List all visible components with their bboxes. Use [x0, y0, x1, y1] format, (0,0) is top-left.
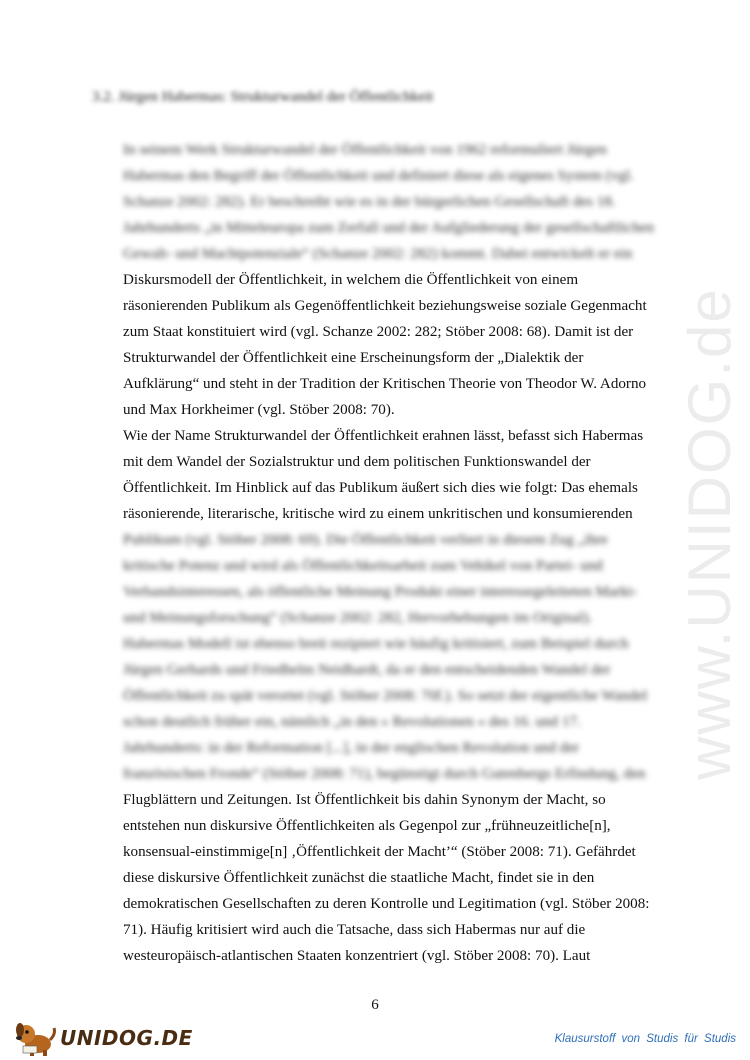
text-line: Aufklärung“ und steht in der Tradition der Kritischen Theorie von Theodor W. Adorno: [123, 376, 647, 392]
text-line: demokratischen Gesellschaften zu deren Kontrolle und Legitimation (vgl. Stöber 2008:: [123, 896, 650, 912]
text-line: diese diskursive Öffentlichkeit zunächst die staatliche Macht, findet sie in den: [123, 870, 595, 886]
text-line: schon deutlich früher ein, nämlich „in den » Revolutionen « des 16. und 17.: [123, 714, 581, 730]
watermark: [675, 260, 750, 780]
text-line: mit dem Wandel der Sozialstruktur und dem politischen Funktionswandel der: [123, 454, 591, 470]
text-line: Diskursmodell der Öffentlichkeit, in welchem die Öffentlichkeit von einem: [123, 272, 579, 288]
text-line: Jürgen Gerhards und Friedhelm Neidhardt, da er den entscheidenden Wandel der: [123, 662, 611, 678]
page-number: 6: [371, 997, 379, 1013]
text-line: Öffentlichkeit. Im Hinblick auf das Publikum äußert sich dies wie folgt: Das ehemals: [123, 480, 638, 496]
unidog-logo: [14, 1020, 193, 1056]
text-line: Wie der Name Strukturwandel der Öffentlichkeit erahnen lässt, befasst sich Habermas: [123, 428, 644, 444]
text-line: Gewalt- und Machtpotenziale“ (Schanze 2002: 282) kommt. Dabei entwickelt er ein: [123, 246, 633, 262]
text-line: und Meinungsforschung“ (Schanze 2002: 282, Hervorhebungen im Original).: [123, 610, 593, 626]
text-line: Jahrhunderts: in der Reformation [...], in der englischen Revolution und der: [123, 740, 580, 756]
text-line: Schanze 2002: 282). Er beschreibt wie es in der bürgerlichen Gesellschaft des 18.: [123, 194, 616, 210]
watermark-text: www.UNIDOG.de: [676, 287, 743, 780]
text-line: Flugblättern und Zeitungen. Ist Öffentlichkeit bis dahin Synonym der Macht, so: [123, 792, 606, 808]
footer-slogan: Klausurstoff von Studis für Studis: [554, 1033, 736, 1045]
text-line: westeuropäisch-atlantischen Staaten konzentriert (vgl. Stöber 2008: 70). Laut: [123, 948, 591, 964]
text-line: Habermas den Begriff der Öffentlichkeit und definiert diese als eigenes System (vgl.: [123, 168, 634, 184]
text-line: französischen Fronde“ (Stöber 2008: 71), begünstigt durch Gutenbergs Erfindung, den: [123, 766, 646, 782]
text-line: Jahrhunderts „in Mitteleuropa zum Zerfall und der Aufgliederung der gesellschaftlichen: [123, 220, 655, 236]
text-line: zum Staat konstituiert wird (vgl. Schanze 2002: 282; Stöber 2008: 68). Damit ist der: [123, 324, 634, 340]
text-line: räsonierende, literarische, kritische wird zu einem unkritischen und konsumierenden: [123, 506, 633, 522]
logo-wordmark: UNIDOG.DE: [60, 1026, 193, 1050]
dog-icon: [14, 1020, 56, 1056]
text-line: entstehen nun diskursive Öffentlichkeiten als Gegenpol zur „frühneuzeitliche[n],: [123, 818, 611, 834]
text-line: konsensual-einstimmige[n] ‚Öffentlichkeit der Macht’“ (Stöber 2008: 71). Gefährdet: [123, 844, 636, 860]
section-heading: 3.2. Jürgen Habermas: Strukturwandel der Öffentlichkeit: [92, 89, 434, 105]
text-line: Verbandsinteressen, als öffentliche Meinung Produkt einer interessegeleiteten Markt-: [123, 584, 638, 600]
text-line: Öffentlichkeit zu spät verortet (vgl. Stöber 2008: 70f.). So setzt der eigentliche Wandel: [123, 688, 648, 704]
body-text: [123, 137, 671, 969]
text-line: In seinem Werk Strukturwandel der Öffentlichkeit von 1962 reformuliert Jürgen: [123, 142, 607, 158]
text-line: Strukturwandel der Öffentlichkeit eine Erscheinungsform der „Dialektik der: [123, 350, 584, 366]
text-line: 71). Häufig kritisiert wird auch die Tatsache, dass sich Habermas nur auf die: [123, 922, 586, 938]
text-line: kritische Potenz und wird als Öffentlichkeitsarbeit zum Vehikel von Partei- und: [123, 558, 603, 574]
text-line: Publikum (vgl. Stöber 2008: 69). Die Öffentlichkeit verliert in diesem Zug „ihre: [123, 532, 608, 548]
text-line: Habermas Modell ist ebenso breit rezipiert wie häufig kritisiert, zum Beispiel durch: [123, 636, 629, 652]
text-line: und Max Horkheimer (vgl. Stöber 2008: 70).: [123, 402, 395, 418]
text-line: räsonierenden Publikum als Gegenöffentlichkeit beziehungsweise soziale Gegenmacht: [123, 298, 647, 314]
